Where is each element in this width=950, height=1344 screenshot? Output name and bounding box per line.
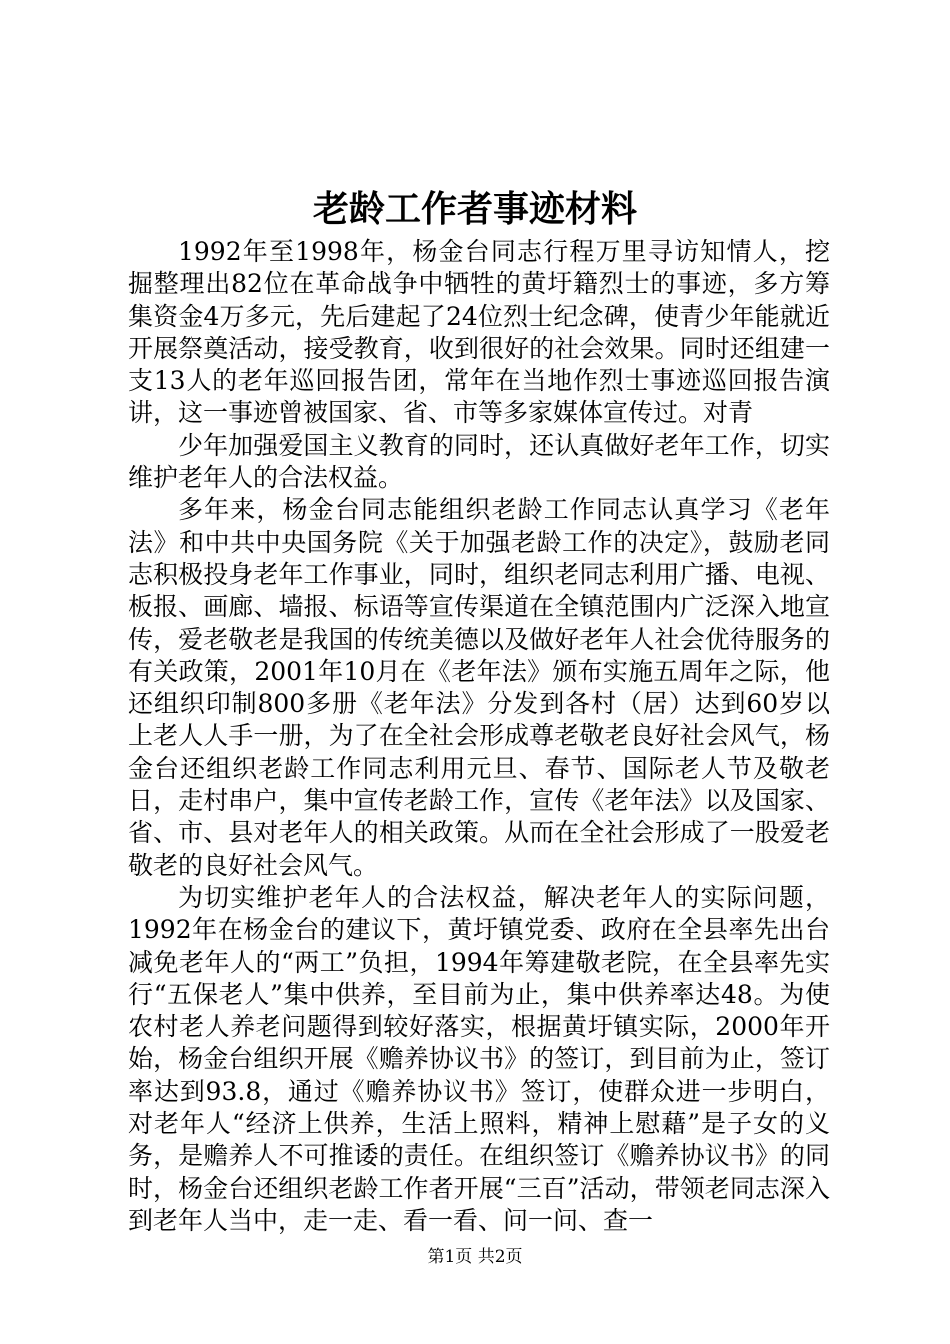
document-title: 老龄工作者事迹材料 bbox=[312, 188, 637, 230]
paragraph-4: 为切实维护老年人的合法权益，解决老年人的实际问题，1992年在杨金台的建议下，黄圩镇党委、政府在全县率先出台减免老年人的“两工”负担，1994年筹建敬老院，在全县率先实行“五保老人”集中供养，至目前为止，集中供养率达48。为使农村老人养老问题得到较好落实，根据黄圩镇实际，2000年开始，杨金台组织开展《赡养协议书》的签订，到目前为止，签订率达到93.8，通过《赡养协议书》签订，使群众进一步明白，对老年人“经济上供养，生活上照料，精神上慰藉”是子女的义务，是赡养人不可推诿的责任。在组织签订《赡养协议书》的同时，杨金台还组织老龄工作者开展“三百”活动，带领老同志深入到老年人当中，走一走、看一看、问一问、查一 bbox=[128, 882, 830, 1235]
page-number-footer: 第1页 共2页 bbox=[427, 1247, 523, 1267]
document-body bbox=[128, 236, 830, 1237]
paragraph-1: 1992年至1998年，杨金台同志行程万里寻访知情人，挖掘整理出82位在革命战争中牺牲的黄圩籍烈士的事迹，多方筹集资金4万多元，先后建起了24位烈士纪念碑，使青少年能就近开展祭奠活动，接受教育，收到很好的社会效果。同时还组建一支13人的老年巡回报告团，常年在当地作烈士事迹巡回报告演讲，这一事迹曾被国家、省、市等多家媒体宣传过。对青 bbox=[128, 237, 830, 428]
paragraph-3: 多年来，杨金台同志能组织老龄工作同志认真学习《老年法》和中共中央国务院《关于加强老龄工作的决定》，鼓励老同志积极投身老年工作事业，同时，组织老同志利用广播、电视、板报、画廊、墙报、标语等宣传渠道在全镇范围内广泛深入地宣传，爱老敬老是我国的传统美德以及做好老年人社会优待服务的有关政策，2001年10月在《老年法》颁布实施五周年之际，他还组织印制800多册《老年法》分发到各村（居）达到60岁以上老人人手一册，为了在全社会形成尊老敬老良好社会风气，杨金台还组织老龄工作同志利用元旦、春节、国际老人节及敬老日，走村串户，集中宣传老龄工作，宣传《老年法》以及国家、省、市、县对老年人的相关政策。从而在全社会形成了一股爱老敬老的良好社会风气。 bbox=[128, 495, 830, 880]
paragraph-2: 少年加强爱国主义教育的同时，还认真做好老年工作，切实维护老年人的合法权益。 bbox=[128, 430, 830, 493]
